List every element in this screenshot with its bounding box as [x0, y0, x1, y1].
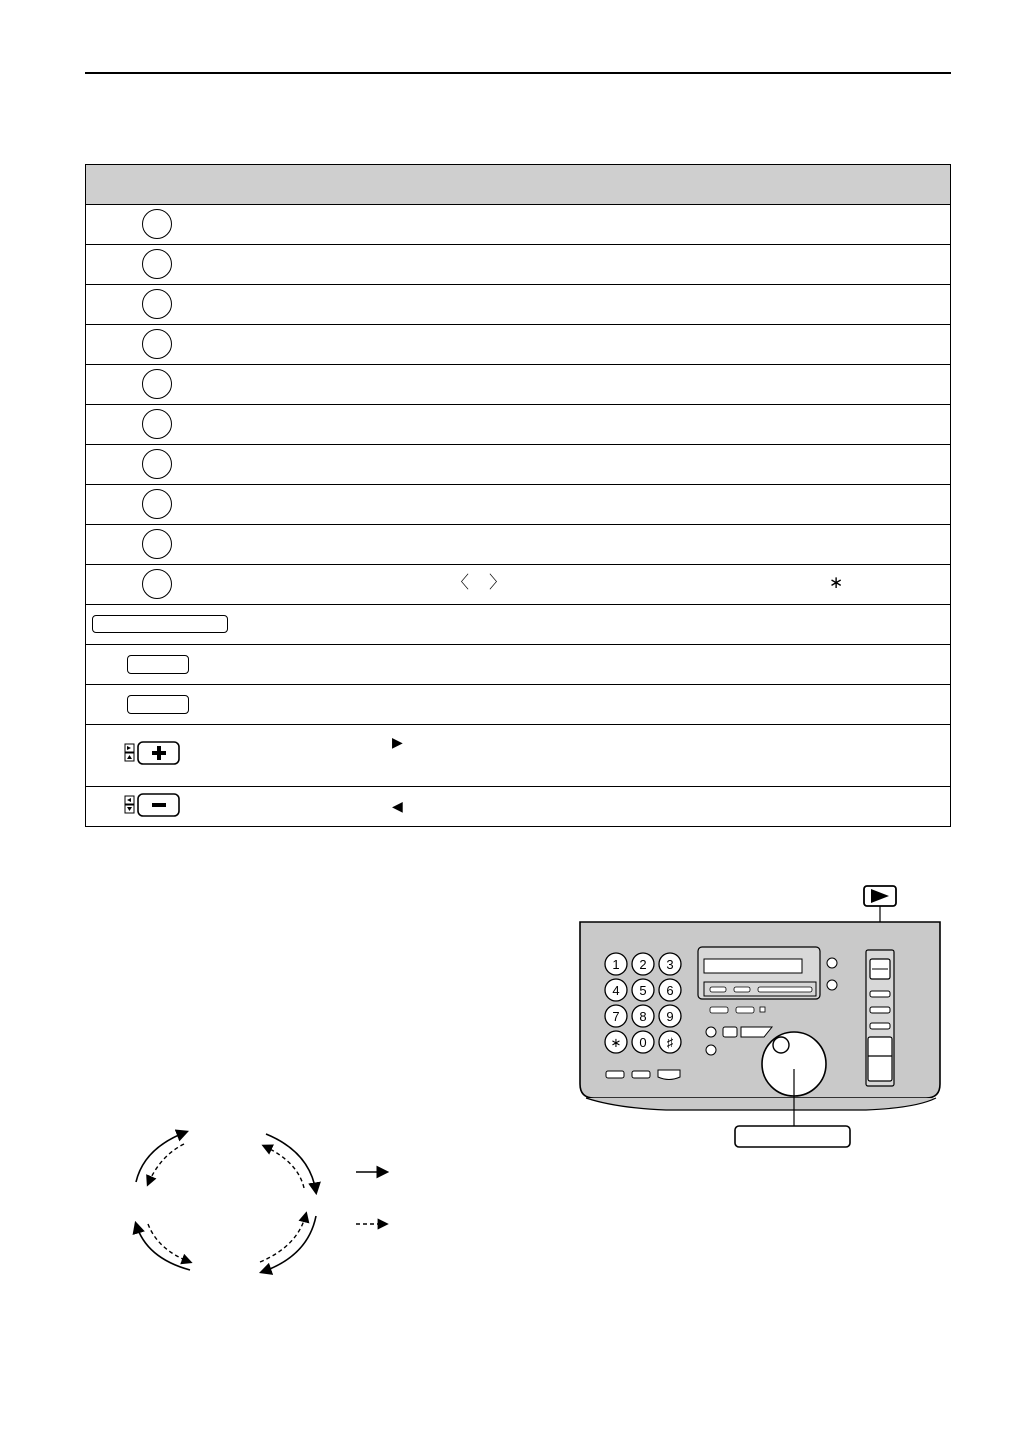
row-description: [231, 565, 951, 605]
keypad-circle-key[interactable]: [142, 289, 172, 319]
back-left-arrow-icon: ◀: [392, 798, 403, 814]
row-description: [231, 685, 951, 725]
keypad-key-label: 6: [666, 983, 674, 998]
solid-cycle-arrow: [262, 1216, 316, 1272]
keypad-key-label: 4: [612, 983, 620, 998]
table-row: [86, 725, 951, 787]
solid-cycle-arrow: [136, 1132, 186, 1182]
table-row: [86, 685, 951, 725]
panel-indicator-button[interactable]: [827, 980, 837, 990]
table-row: [86, 525, 951, 565]
control-panel-illustration: [576, 884, 946, 1154]
dashed-cycle-arrow: [148, 1224, 190, 1262]
table-row: [86, 205, 951, 245]
table-row: [86, 405, 951, 445]
right-column-button[interactable]: [870, 1007, 890, 1013]
row-description: [231, 725, 951, 787]
keypad-circle-key[interactable]: [142, 529, 172, 559]
row-description: [231, 445, 951, 485]
dial-label-callout: [735, 1126, 850, 1147]
key-function-table: [85, 164, 951, 827]
angle-right-glyph: 〉: [489, 573, 506, 592]
play-right-arrow-icon: ▶: [392, 734, 403, 750]
solid-cycle-arrow: [266, 1134, 316, 1192]
panel-small-button[interactable]: [606, 1071, 624, 1078]
row-description: [231, 285, 951, 325]
dashed-cycle-arrow: [260, 1214, 306, 1262]
dashed-cycle-arrow: [148, 1144, 184, 1184]
row-description: [231, 605, 951, 645]
keypad-circle-key[interactable]: [142, 329, 172, 359]
row-description: [231, 325, 951, 365]
panel-small-button[interactable]: [632, 1071, 650, 1078]
table-row: [86, 325, 951, 365]
keypad-circle-key[interactable]: [142, 449, 172, 479]
keypad-key-label: 7: [612, 1009, 620, 1024]
navigation-cycle-diagram: [120, 1120, 410, 1290]
keypad-key-label: ♯: [666, 1035, 674, 1050]
long-function-button[interactable]: [92, 615, 228, 633]
solid-cycle-arrow: [136, 1224, 190, 1270]
row-description: [231, 365, 951, 405]
table-row: [86, 565, 951, 605]
table-row: [86, 445, 951, 485]
table-row: [86, 605, 951, 645]
keypad-key-label: ∗: [610, 1035, 622, 1050]
keypad-key-label: 5: [639, 983, 647, 998]
header-description-cell: [231, 165, 951, 205]
panel-small-button[interactable]: [658, 1070, 680, 1080]
keypad-circle-key[interactable]: [142, 489, 172, 519]
row-description: [231, 205, 951, 245]
panel-indicator-button[interactable]: [827, 958, 837, 968]
keypad-key-label: 8: [639, 1009, 647, 1024]
keypad-key-label: 3: [666, 957, 674, 972]
keypad-key-label: 2: [639, 957, 647, 972]
lcd-display: [704, 959, 802, 973]
row-description: [231, 245, 951, 285]
keypad-key-label: 1: [612, 957, 620, 972]
header-key-cell: [86, 165, 232, 205]
table-row: [86, 787, 951, 827]
keypad-key-label: 9: [666, 1009, 674, 1024]
table-row: [86, 645, 951, 685]
angle-left-glyph: 〈: [452, 573, 469, 592]
keypad-circle-key[interactable]: [142, 249, 172, 279]
keypad-circle-key[interactable]: [142, 369, 172, 399]
table-row: [86, 245, 951, 285]
table-header-row: [86, 165, 951, 205]
keypad-circle-key[interactable]: [142, 209, 172, 239]
dashed-cycle-arrow: [264, 1146, 304, 1188]
row-description: [231, 645, 951, 685]
start-stop-button[interactable]: [868, 1037, 892, 1081]
asterisk-glyph: ∗: [829, 573, 844, 592]
row-description: [231, 485, 951, 525]
function-button[interactable]: [127, 655, 189, 674]
row-description: [231, 405, 951, 445]
table-row: [86, 485, 951, 525]
row-description: [231, 787, 951, 827]
keypad-circle-key[interactable]: [142, 569, 172, 599]
dial-center-button[interactable]: [773, 1037, 789, 1053]
top-rule: [85, 72, 951, 74]
table-row: [86, 365, 951, 405]
table-row: [86, 285, 951, 325]
right-column-button[interactable]: [870, 1023, 890, 1029]
volume-minus-key-icon[interactable]: [124, 793, 182, 819]
volume-plus-key-icon[interactable]: [124, 741, 182, 767]
row-description: [231, 525, 951, 565]
keypad-circle-key[interactable]: [142, 409, 172, 439]
right-column-button[interactable]: [870, 991, 890, 997]
function-button[interactable]: [127, 695, 189, 714]
keypad-key-label: 0: [639, 1035, 647, 1050]
